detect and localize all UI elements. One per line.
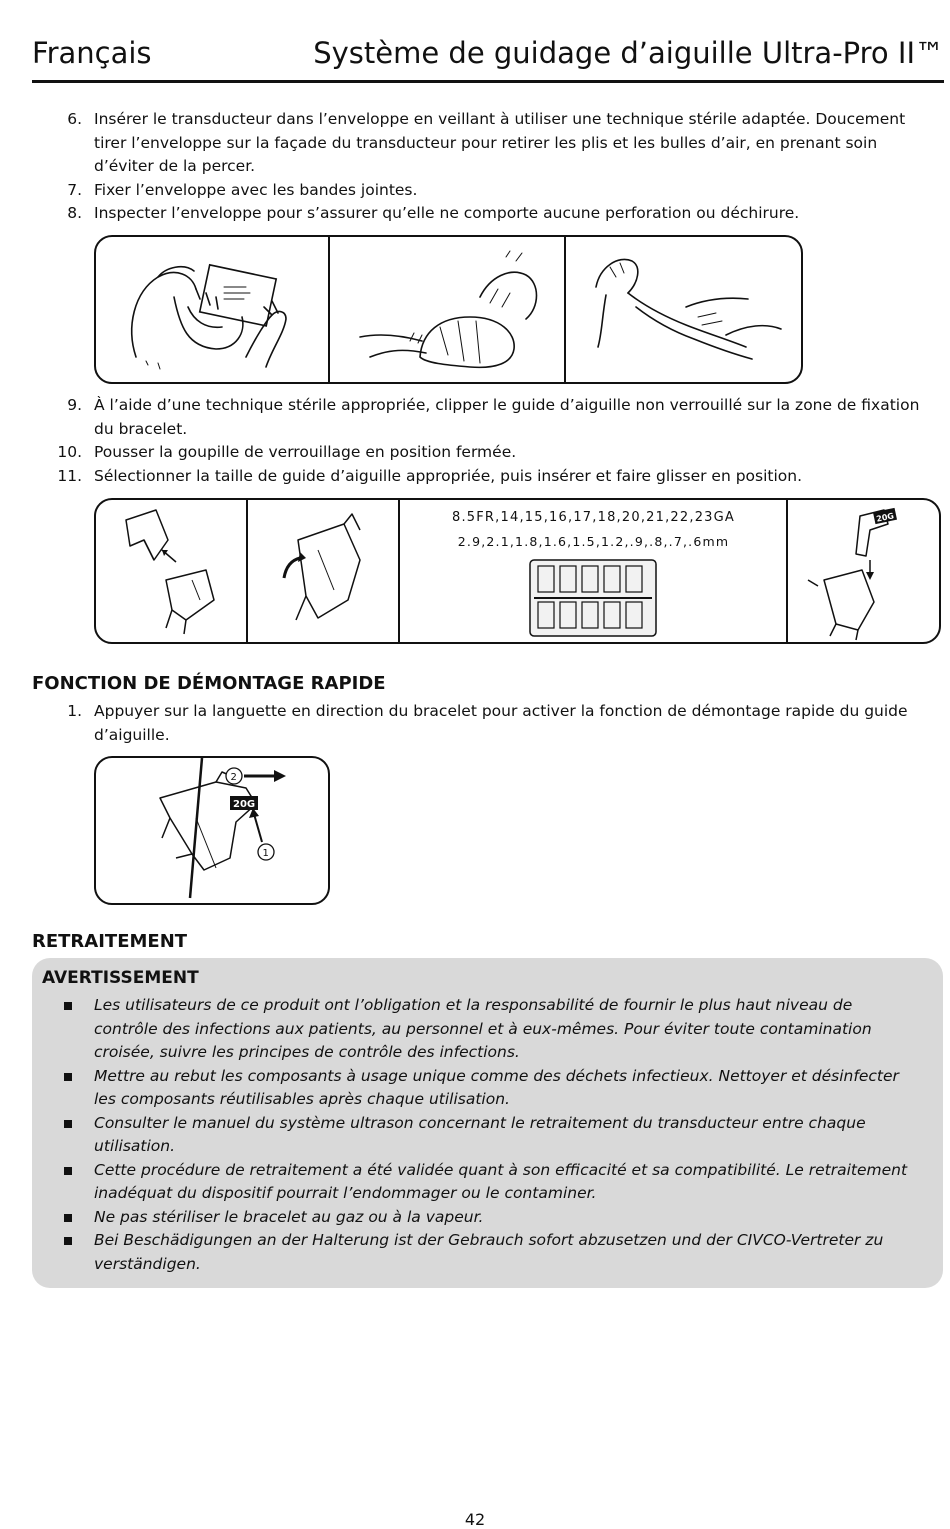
step-text: À l’aide d’une technique stérile appropriée, clipper le guide d’aiguille non verrouillé sur la zone de fixation du bracelet. xyxy=(94,396,920,438)
steps-list-1 xyxy=(32,108,922,226)
language-label: Français xyxy=(32,36,152,70)
lock-pin-illustration xyxy=(248,500,398,642)
warning-item: Les utilisateurs de ce produit ont l’obligation et la responsabilité de fournir le plus haut niveau de contrôle des infections aux patients, au personnel et à eux-mêmes. Pour éviter toute contamination croisée, suivre les principes de contrôle des infections. xyxy=(32,994,912,1065)
warning-list xyxy=(32,994,912,1276)
step-text: Fixer l’enveloppe avec les bandes jointes. xyxy=(94,180,418,199)
panel-divider xyxy=(398,500,400,642)
bullet-icon xyxy=(64,1167,72,1175)
bullet-icon xyxy=(64,1214,72,1222)
bullet-icon xyxy=(64,1120,72,1128)
hands-cover-illustration-1 xyxy=(96,237,326,382)
quick-release-illustration xyxy=(96,758,328,903)
guide-tag-label: 20G xyxy=(233,799,256,810)
step-item: 11. Sélectionner la taille de guide d’aiguille appropriée, puis insérer et faire glisser en position. xyxy=(57,466,803,485)
bullet-icon xyxy=(64,1237,72,1245)
step-item: 10. Pousser la goupille de verrouillage en position fermée. xyxy=(57,443,517,461)
callout-2-label: 2 xyxy=(230,772,237,783)
needle-guide-kit-illustration xyxy=(528,558,658,638)
step-text: Insérer le transducteur dans l’enveloppe en veillant à utiliser une technique stérile adaptée. Doucement tirer l’enveloppe sur la façade du transducteur pour retirer les plis et les bulles d’air, en prenant soin d’éviter de la percer. xyxy=(94,110,906,175)
document-title: Système de guidage d’aiguille Ultra-Pro II™ xyxy=(313,36,944,70)
clip-guide-illustration xyxy=(96,500,244,642)
guide-tag-label: 20G xyxy=(875,511,895,524)
hands-cover-illustration-2 xyxy=(330,237,565,382)
quick-release-heading: FONCTION DE DÉMONTAGE RAPIDE xyxy=(32,673,386,694)
warning-title: AVERTISSEMENT xyxy=(42,968,199,988)
step-item: 6. Insérer le transducteur dans l’enveloppe en veillant à utiliser une technique stérile adaptée. Doucement tirer l’enveloppe sur la façade du transducteur pour retirer les plis et les bulles d’air, en prenant soin d’éviter de la percer. xyxy=(67,110,906,175)
figure-cover-steps xyxy=(94,235,803,384)
figure-quick-release xyxy=(94,756,330,905)
reprocessing-heading: RETRAITEMENT xyxy=(32,931,188,952)
quick-release-steps xyxy=(32,700,922,747)
steps-list-2 xyxy=(32,394,922,488)
step-text: Sélectionner la taille de guide d’aiguille appropriée, puis insérer et faire glisser en position. xyxy=(94,466,803,485)
bullet-icon xyxy=(64,1002,72,1010)
page-number: 42 xyxy=(464,1510,486,1529)
warning-item: Cette procédure de retraitement a été validée quant à son efficacité et sa compatibilité. Le retraitement inadéquat du dispositif pourrait l’endommager ou le contaminer. xyxy=(32,1159,912,1206)
step-item: 1. Appuyer sur la languette en direction du bracelet pour activer la fonction de démontage rapide du guide d’aiguille. xyxy=(67,702,908,744)
step-text: Appuyer sur la languette en direction du bracelet pour activer la fonction de démontage rapide du guide d’aiguille. xyxy=(94,702,908,744)
step-text: Inspecter l’enveloppe pour s’assurer qu’elle ne comporte aucune perforation ou déchirure. xyxy=(94,204,800,222)
step-item: 8. Inspecter l’enveloppe pour s’assurer qu’elle ne comporte aucune perforation ou déchirure. xyxy=(67,204,800,222)
warning-box xyxy=(32,958,943,1288)
warning-item: Ne pas stériliser le bracelet au gaz ou à la vapeur. xyxy=(32,1206,912,1230)
page-header xyxy=(32,30,944,83)
step-text: Pousser la goupille de verrouillage en position fermée. xyxy=(94,443,517,461)
bullet-icon xyxy=(64,1073,72,1081)
step-item: 7. Fixer l’enveloppe avec les bandes jointes. xyxy=(67,180,418,199)
warning-item: Consulter le manuel du système ultrason concernant le retraitement du transducteur entre chaque utilisation. xyxy=(32,1112,912,1159)
hands-cover-illustration-3 xyxy=(566,237,801,382)
figure-needle-guide xyxy=(94,498,941,644)
callout-1-label: 1 xyxy=(262,848,269,859)
insert-guide-illustration xyxy=(788,500,938,642)
gauge-sizes-label: 8.5FR,14,15,16,17,18,20,21,22,23GA xyxy=(451,510,736,525)
warning-item: Bei Beschädigungen an der Halterung ist der Gebrauch sofort abzusetzen und der CIVCO-Vertreter zu verständigen. xyxy=(32,1229,912,1276)
warning-item: Mettre au rebut les composants à usage unique comme des déchets infectieux. Nettoyer et désinfecter les composants réutilisables après chaque utilisation. xyxy=(32,1065,912,1112)
step-item: 9. À l’aide d’une technique stérile appropriée, clipper le guide d’aiguille non verrouillé sur la zone de fixation du bracelet. xyxy=(67,396,920,438)
mm-sizes-label: 2.9,2.1,1.8,1.6,1.5,1.2,.9,.8,.7,.6mm xyxy=(457,534,730,549)
